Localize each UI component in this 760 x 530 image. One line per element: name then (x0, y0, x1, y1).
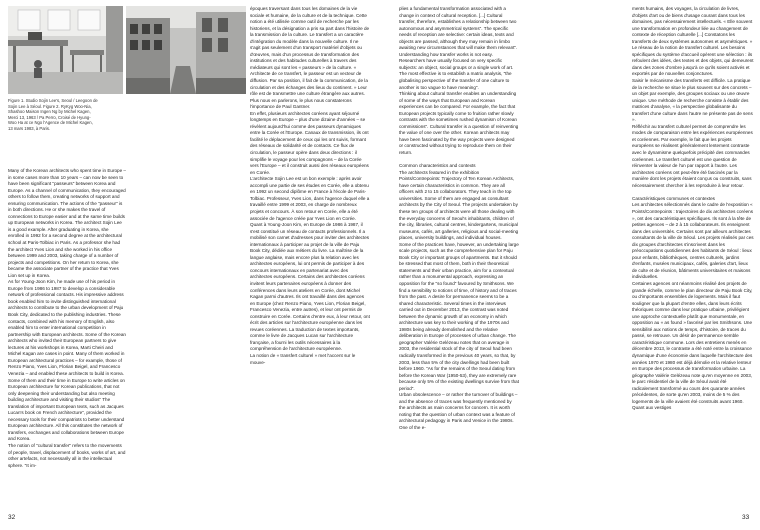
right-english-text: plies a fundamental transformation associated with a change in context of cultural reception. [...] Cultural transfer, therefore, establishes a relationship between two autonomous and asymmetrical systems". The specific needs of reception are selective: certain ideas, texts and objects are passed, although they may remain in limbo awaiting new circumstances that will make them relevant". Understanding how transfer works is not easy. Researchers have usually focused on very specific subjects: an object, social groups or a single work of art. The most effective is to establish a matrix analysis, "the globalising perspective of the transfer of one culture to another is too vague to have meaning". Thinking about cultural transfer enables an understanding of some of the ways that European and Korean experiences can be compared. For example, the fact that European projects typically come to fruition rather slowly contrasts with the sometimes rushed dynamism of Korean commissions". Cultural transfer is a question of reinventing the value of one over the other. Korean architects may have been fascinated by the way projects were designed or constructed without trying to reproduce them on their return. Common characteristics and contexts The architects featured in the exhibition Points/Contrepoints: Trajectory of Ten Korean Architects, have certain characteristics in common. They are all officers with 2 to 15 collaborators. They teach in the top universities. Some of them are engaged as consultant architects by the City of Seoul. The projects undertaken by these ten groups of architects were all those dealing with the everyday concerns of Seoul's inhabitants, children of the city, libraries, cultural centres, kindergartens, municipal museums, cafés, art galleries, religious and social-meeting places, university buildings, and individual houses. Some of the practices have, however, an undertaking large scale projects, such as the comprehensive plan for Paju Book City or important groups of apartments. But it should be stressed that most of them, both in their theoretical statements and their urban practice, aim for a contextual rather than a monumental approach, expressing an opposition for the "so found" favoured by Smithsons. We find a sensibility to notions of time, of history and of traces from the past. A desire for permanence seems to be a shared characteristic. Several times in the interviews carried out in December 2013, the contrast was noted between the dynamic growth of an economy in which architecture was key to their working of the 1970s and 1980s being already demolished and the relative deliberation in Europe of processes of urban change. The geographer Valérie Gelézeau notes that on average in 2003, the residential stock of the city of Seoul had been radically transformed in the previous 40 years, so that, by 2003, less than 5% of the city dwellings had been built before 1960. "As for the remains of the Seoul dating from before the Korean War (1950-53), they are extremely rare because only 5% of the existing dwellings survive from that period". Urban obsolescence – or rather the turnover of buildings – and the absence of traces was frequently mentioned by the architects as main concerns for concern. It is worth noting that the question of urban context was a feature of architectural pedagogy in Paris and Venice in the 1980s. One of the e- (399, 6, 520, 430)
studio-photo-image (8, 6, 123, 94)
left-english-column (8, 168, 126, 469)
page-number-left: 32 (8, 514, 16, 521)
street-photo (126, 6, 246, 94)
page-number-right: 33 (742, 514, 750, 521)
left-french-column (250, 6, 370, 366)
left-english-text: Many of the Korean architects who spent time in Europe – in some cases more than 10 years – can now be seen to have been significant "passeurs" between Korea and Europe. As a channel of communication, they encouraged others to follow them, creating networks of support and ensuring communication. The actions of the "passeur" is in both directions. He or she makes the travel of connections to Europe easier and at the same time builds up European networks in Korea. The architect Sojin Lee is a good example. After graduating in Korea, she enrolled in 1992 for a second degree at the architectural school at Paris-Tolbiac in Paris. As a professor she had the architect Yves Lion and she worked in his office between 1999 and 2003, taking charge of a number of projects and competitions. On her return to Korea, she became the associate partner of the practice that Yves Lion set up in Korea. As for Young-Joon Kim, he made use of his period in Europe from 1986 to 1987 to develop a considerable network of professional contacts. His impressive address book enabled him to invite distinguished international architects to contribute to the urban development of Paju Book City, dedicated to the publishing industries. These contacts, combined with his memory of English, also enabled him to enter international competition in partnership with European architects. Some of the Korean architects who invited their European partners to give lectures at his workshops in Korea, Marti Cheiri and Michel Kagan are cases in point. Many of them worked in European architectural practices – for example, those of Renzo Piano, Yves Lion, Florian Beigel, and Francesco Venezia – and enabled these architects to build in Korea. Some of them and their time in Europe to write articles on European architecture for Korean publications, that not only deepening their understanding but also meeting building architecture and visiting their studios" The translation of important European texts, such as Jacques Lucan's book on French architecture", provided the necessary tools for their compatriots to better understand European architecture. All this constitutes the network of transfers, exchanges and collaborations between Europe and Korea. The notion of "cultural transfer" refers to the movements of people, travel, displacement of books, works of art, and other artefacts, not necessarily all in the intellectual sphere. "It im- (8, 168, 126, 468)
studio-photo (8, 6, 123, 94)
right-french-text: ments humains, des voyages, la circulation de livres, d'objets d'art ou de biens d'usage courant dans tous les domaines, pas nécessairement intellectuels. « Elle souvent une transformation en profondeur liée au changement de contexte de réception culturelle [...] Constatons les transferts de deux systèmes autonomes et asymétriques. » Le réseau de la notion de transfert culturel. Les besoins spécifiques du système d'accueil opèrent une sélection : ils refoulent des idées, des textes et des objets, qui demeurent dans des zones d'ombre jusqu'à ce qu'ils soient activés et exportés par de nouvelles conjonctures. Saisir le mécanisme des transferts est difficile. La pratique de la recherche se situe le plus souvent sur des concrets – un objet par exemple, des groupes sociaux ou une œuvre unique. Une méthode de recherche consiste à établir des matrices d'analyse, « la perspective globalisante du transfert d'une culture dans l'autre ne présente pas de sens ». Réfléchir au transfert culturel permet de comprendre les modes de comparaison entre les expériences européennes et coréennes. Par exemple, le fait que les projets européens se réalisent généralement lentement contraste avec le dynamisme quelquefois précipité des commandes coréennes. Le transfert culturel est une question de réinventer la valeur de l'un par rapport à l'autre. Les architectes coréens ont peut-être été fascinés par la manière dont les projets étaient conçus ou construits, sans nécessairement chercher à les reproduire à leur retour. Caractéristiques communes et contextes Les architectes sélectionnés dans le cadre de l'exposition « Points/Contrepoints : trajectoires de dix architectes coréens », ont des caractéristiques spécifiques. Ils sont à la tête de petites agences – de 2 à 15 collaborateurs. Ils enseignent dans des universités. Certains sont par ailleurs architectes consultants de la ville de Séoul. Les projets réalisés par ces dix groupes d'architectes s'inscrivent dans les préoccupations quotidiennes des habitants de Séoul : lieux pour enfants, bibliothèques, centres culturels, jardins d'enfants, musées municipaux, cafés, galeries d'art, lieux de culte et de réunion, bâtiments universitaires et maisons individuelles. Certaines agences ont néanmoins réalisé des projets de grande échelle, comme le plan directeur de Paju Book City, ou d'importants ensembles de logements. Mais il faut souligner que la plupart d'entre elles, dans leurs écrits théoriques comme dans leur pratique urbaine, privilégient une approche contextuelle plutôt que monumentale, en opposition au « as found » favorisé par les Smithsons. Une sensibilité aux notions de temps, d'histoire, de traces du passé, se retrouve. Un désir de permanence semble caractéristique commune. Lors des entretiens menés en décembre 2013, le contraste a été noté entre la croissance dynamique d'une économie dans laquelle l'architecture des années 1970 et 1980 est déjà démolie et la relative lenteur en Europe des processus de transformation urbaine. La géographe Valérie Gelézeau note qu'en moyenne en 2003, le parc résidentiel de la ville de Séoul avait été radicalement transformé au cours des quarante années précédentes, de sorte qu'en 2003, moins de 5 % des logements de la ville avaient été construits avant 1960. Quant aux vestiges (632, 6, 754, 411)
street-photo-image (126, 6, 246, 94)
right-english-column (399, 6, 519, 432)
right-french-column (632, 6, 754, 412)
left-french-text: époques traversant dans tous les domaines de la vie sociale et humaine, de la culture et de la technique. Cette notion a été utilisée comme outil de recherche par les historiens, et la désignation a pris sa part dans l'histoire de la transmission de la culture. Le transfert a un caractère d'intégration du modèle dans la nouvelle culture. Il ne s'agit pas seulement d'un transport matériel d'objets ou d'œuvres, mais d'un processus de transformation des institutions et des habitudes culturelles à travers des médiateurs qui sont les « passeurs » de la culture. « Architecte de ce transfert, le passeur est un vecteur de diffusion. Par sa position, il fait de la communication, de la circulation et des échanges des lieux du continent. » Leur rôle est de transmettre une culture étrangère aux autres. Plus nous en parlerons, le plus nous constaterons l'importance de Paul Gantner. En effet, plusieurs architectes coréens ayant séjourné longtemps en Europe – plus d'une dizaine d'années – se révèlent aujourd'hui comme des passeurs dynamiques entre la Corée et l'Europe. Canaux de transmission, ils ont facilité le déplacement de ceux qui les ont suivis, formant des réseaux de solidarité et de contacts. Ce flux de circulation, le passeur opère dans deux directions : il simplifie le voyage pour les compagnons – de la Corée vers l'Europe – et il construit aussi des réseaux européens en Corée. L'architecte Sojin Lee est un bon exemple : après avoir accompli une partie de ses études en Corée, elle a obtenu en 1992 un second diplôme en France à l'école de Paris-Tolbiac. Professeur, Yves Lion, dans l'agence duquel elle a travaillé entre 1999 et 2003, en charge de nombreux projets et concours. À son retour en Corée, elle a été associée de l'agence créée par Yves Lion en Corée. Quant à Young-Joon Kim, en Europe de 1986 à 1987, il s'est constitué un réseau de contacts professionnels. Il a mobilisé son carnet d'adresses pour inviter des architectes internationaux à participer au projet de la ville de Paju Book City, dédiée aux métiers du livre. La maîtrise de la langue anglaise, mais encore plus la relation avec les architectes européens, lui ont permis de participer à des concours internationaux en partenariat avec des architectes européens. Certains des architectes coréens invitent leurs partenaires européens à donner des conférences dans leurs ateliers en Corée, dont Michel Kagan parmi d'autres. Ils ont travaillé dans des agences en Europe (chez Renzo Piano, Yves Lion, Florian Beigel, Francesco Venezia, entre autres), et leur ont permis de construire en Corée. Certains d'entre eux, à leur retour, ont écrit des articles sur l'architecture européenne dans les revues coréennes. La traduction de textes importants, comme le livre de Jacques Lucan sur l'architecture française, a fourni les outils nécessaires à la compréhension de l'architecture européenne. La notion de « transfert culturel » met l'accent sur le mouve- (250, 6, 370, 365)
figure-caption: Figure 1. Studio Sojin Lee's, Seoul / Leegoon de Sojin Lee à Séoul. Figure 2. RyKyg Woo-Nia, Shashoo Maison Ingen Ng by Michel Kagen, Merci 13, 1963 / Pa Perro, Croisé de Hyung-Woo Ha at ce Ngo l'Agence de Michel Kagen, 13 mars 1983, à Paris. (8, 98, 98, 131)
